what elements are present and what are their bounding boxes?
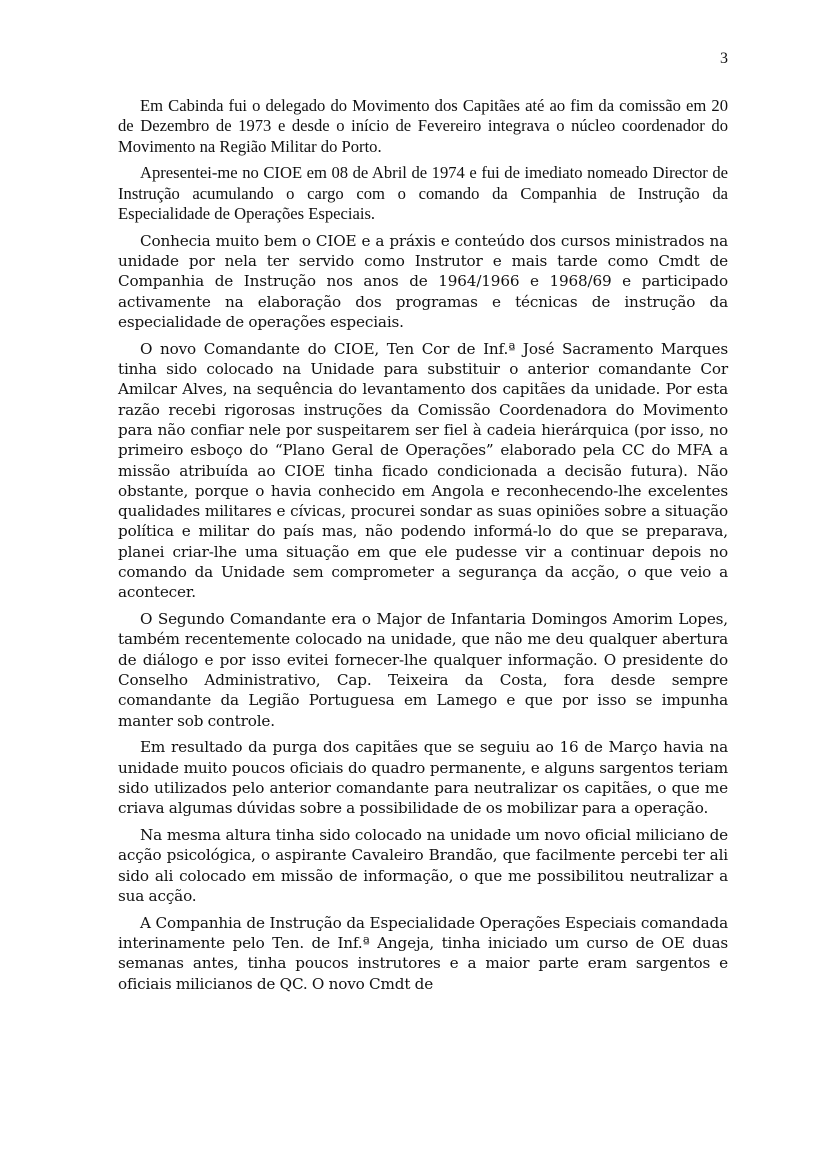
paragraph-7: Na mesma altura tinha sido colocado na unidade um novo oficial miliciano de acção psicológica, o aspirante Cavaleiro Brandão, que facilmente percebi ter ali sido ali colocado em missão de informação, o que me possibilitou neutralizar a sua acção. [118, 826, 728, 905]
paragraph-8: A Companhia de Instrução da Especialidade Operações Especiais comandada interinamente pelo Ten. de Inf.ª Angeja, tinha iniciado um curso de OE duas semanas antes, tinha poucos instrutores e a maior parte eram sargentos e oficiais milicianos de QC. O novo Cmdt de [118, 913, 728, 993]
page-number: 3 [720, 50, 728, 67]
body-text [118, 96, 728, 1000]
paragraph-2: Apresentei-me no CIOE em 08 de Abril de 1974 e fui de imediato nomeado Director de Instrução acumulando o cargo com o comando da Companhia de Instrução da Especialidade de Operações Especiais. [118, 163, 728, 223]
paragraph-1: Em Cabinda fui o delegado do Movimento dos Capitães até ao fim da comissão em 20 de Dezembro de 1973 e desde o início de Fevereiro integrava o núcleo coordenador do Movimento na Região Militar do Porto. [118, 96, 728, 156]
paragraph-3: Conhecia muito bem o CIOE e a práxis e conteúdo dos cursos ministrados na unidade por nela ter servido como Instrutor e mais tarde como Cmdt de Companhia de Instrução nos anos de 1964/1966 e 1968/69 e participado activamente na elaboração dos programas e técnicas de instrução da especialidade de operações especiais. [118, 231, 728, 331]
paragraph-4: O novo Comandante do CIOE, Ten Cor de Inf.ª José Sacramento Marques tinha sido colocado na Unidade para substituir o anterior comandante Cor Amilcar Alves, na sequência do levantamento dos capitães da unidade. Por esta razão recebi rigorosas instruções da Comissão Coordenadora do Movimento para não confiar nele por suspeitarem ser fiel à cadeia hierárquica (por isso, no primeiro esboço do “Plano Geral de Operações” elaborado pela CC do MFA a missão atribuída ao CIOE tinha ficado condicionada a decisão futura). Não obstante, porque o havia conhecido em Angola e reconhecendo-lhe excelentes qualidades militares e cívicas, procurei sondar as suas opiniões sobre a situação política e militar do país mas, não podendo informá-lo do que se preparava, planei criar-lhe uma situação em que ele pudesse vir a continuar depois no comando da Unidade sem comprometer a segurança da acção, o que veio a acontecer. [118, 339, 728, 602]
paragraph-5: O Segundo Comandante era o Major de Infantaria Domingos Amorim Lopes, também recentemente colocado na unidade, que não me deu qualquer abertura de diálogo e por isso evitei fornecer-lhe qualquer informação. O presidente do Conselho Administrativo, Cap. Teixeira da Costa, fora desde sempre comandante da Legião Portuguesa em Lamego e que por isso se impunha manter sob controle. [118, 610, 728, 730]
paragraph-6: Em resultado da purga dos capitães que se seguiu ao 16 de Março havia na unidade muito poucos oficiais do quadro permanente, e alguns sargentos teriam sido utilizados pelo anterior comandante para neutralizar os capitães, o que me criava algumas dúvidas sobre a possibilidade de os mobilizar para a operação. [118, 738, 728, 818]
